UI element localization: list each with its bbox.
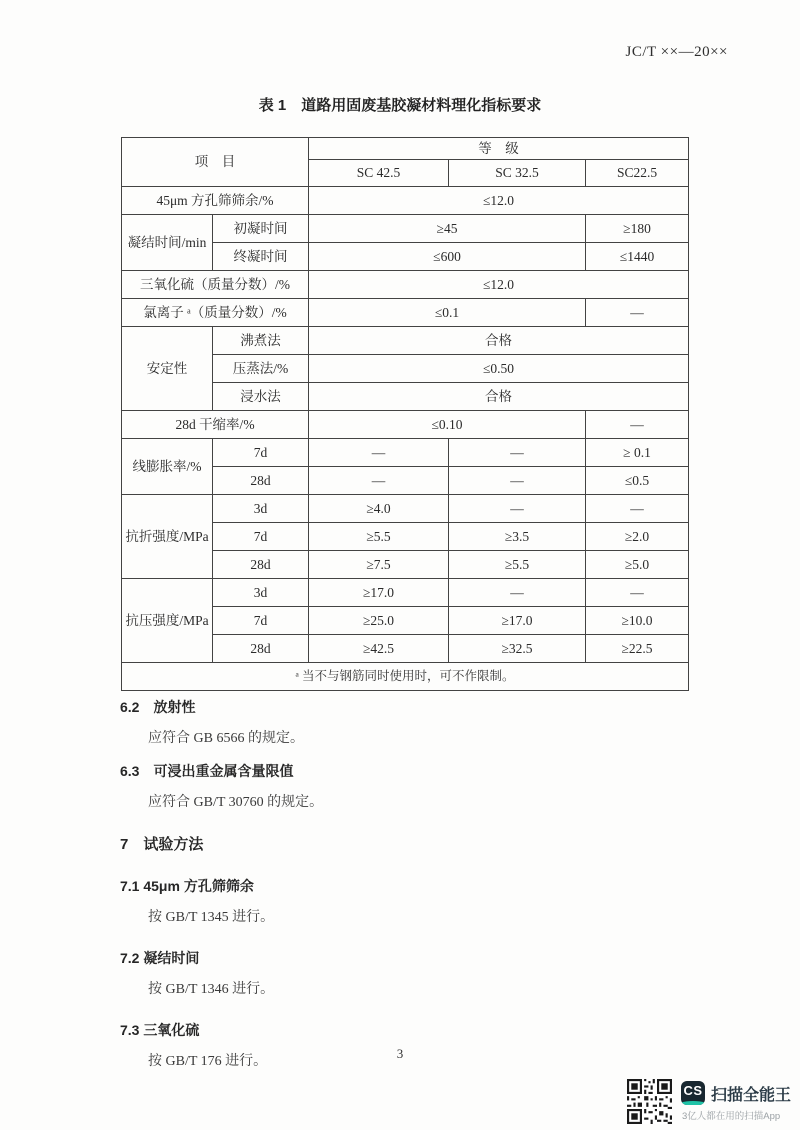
shrinkage-sc22-cell: —	[586, 411, 689, 439]
doc-number: JC/T ××—20××	[625, 44, 728, 60]
so3-label-cell: 三氧化硫（质量分数）/%	[122, 271, 309, 299]
camscanner-watermark	[627, 1079, 791, 1124]
compressive-label-cell: 抗压强度/MPa	[122, 579, 213, 663]
setting-time-label-cell: 凝结时间/min	[122, 215, 213, 271]
compressive-28d-label-cell: 28d	[213, 635, 309, 663]
flexural-3d-sc22-cell: —	[586, 495, 689, 523]
qr-code-icon	[627, 1079, 672, 1124]
compressive-28d-sc22-cell: ≥22.5	[586, 635, 689, 663]
compressive-3d-sc42-cell: ≥17.0	[309, 579, 449, 607]
section-body: 应符合 GB 6566 的规定。	[148, 731, 304, 746]
expansion-7d-sc32-cell: —	[449, 439, 586, 467]
table-row	[122, 411, 689, 439]
section-7-3	[120, 1020, 720, 1070]
section-heading: 7.1 45μm 方孔筛筛余	[120, 878, 254, 894]
flexural-28d-sc32-cell: ≥5.5	[449, 551, 586, 579]
watermark-text-block	[681, 1081, 791, 1122]
immersion-label-cell: 浸水法	[213, 383, 309, 411]
section-6-2	[120, 697, 720, 747]
expansion-label-cell: 线膨胀率/%	[122, 439, 213, 495]
flexural-7d-label-cell: 7d	[213, 523, 309, 551]
table-row	[122, 215, 689, 243]
flexural-7d-sc22-cell: ≥2.0	[586, 523, 689, 551]
section-7-2	[120, 948, 720, 998]
flexural-label-cell: 抗折强度/MPa	[122, 495, 213, 579]
expansion-7d-label-cell: 7d	[213, 439, 309, 467]
expansion-28d-label-cell: 28d	[213, 467, 309, 495]
grade-sc425-cell: SC 42.5	[309, 160, 449, 187]
boiling-value-cell: 合格	[309, 327, 689, 355]
final-setting-label-cell: 终凝时间	[213, 243, 309, 271]
chloride-label-cell: 氯离子 ᵃ（质量分数）/%	[122, 299, 309, 327]
flexural-28d-sc22-cell: ≥5.0	[586, 551, 689, 579]
table-caption: 表 1 道路用固废基胶凝材料理化指标要求	[258, 97, 542, 114]
final-setting-sc22-cell: ≤1440	[586, 243, 689, 271]
initial-setting-value-cell: ≥45	[309, 215, 586, 243]
grade-sc225-cell: SC22.5	[586, 160, 689, 187]
camscanner-logo-letters: CS	[683, 1083, 703, 1098]
table-row	[122, 327, 689, 355]
chloride-value-cell: ≤0.1	[309, 299, 586, 327]
shrinkage-value-cell: ≤0.10	[309, 411, 586, 439]
body-sections	[120, 697, 720, 1070]
expansion-7d-sc22-cell: ≥ 0.1	[586, 439, 689, 467]
compressive-7d-sc42-cell: ≥25.0	[309, 607, 449, 635]
compressive-7d-sc32-cell: ≥17.0	[449, 607, 586, 635]
final-setting-value-cell: ≤600	[309, 243, 586, 271]
section-heading: 7.2 凝结时间	[120, 950, 200, 966]
expansion-7d-sc42-cell: —	[309, 439, 449, 467]
expansion-28d-sc32-cell: —	[449, 467, 586, 495]
watermark-tagline: 3亿人都在用的扫描App	[682, 1111, 781, 1122]
section-heading: 7.3 三氧化硫	[120, 1022, 200, 1038]
table-row	[122, 187, 689, 215]
initial-setting-label-cell: 初凝时间	[213, 215, 309, 243]
expansion-28d-sc42-cell: —	[309, 467, 449, 495]
compressive-28d-sc32-cell: ≥32.5	[449, 635, 586, 663]
section-heading: 6.2 放射性	[120, 699, 196, 715]
compressive-28d-sc42-cell: ≥42.5	[309, 635, 449, 663]
header-grade-cell: 等 级	[309, 138, 689, 160]
immersion-value-cell: 合格	[309, 383, 689, 411]
section-7-1	[120, 876, 720, 926]
table-row	[122, 299, 689, 327]
table-row	[122, 579, 689, 607]
table-row	[122, 663, 689, 691]
flexural-3d-label-cell: 3d	[213, 495, 309, 523]
section-6-3	[120, 761, 720, 811]
watermark-brand-name: 扫描全能王	[711, 1086, 792, 1104]
section-heading: 6.3 可浸出重金属含量限值	[120, 763, 294, 779]
section-heading: 7 试验方法	[120, 836, 204, 853]
section-body: 应符合 GB/T 30760 的规定。	[148, 795, 324, 810]
initial-setting-sc22-cell: ≥180	[586, 215, 689, 243]
chloride-sc22-cell: —	[586, 299, 689, 327]
page-number: 3	[396, 1046, 404, 1061]
flexural-28d-label-cell: 28d	[213, 551, 309, 579]
grade-sc325-cell: SC 32.5	[449, 160, 586, 187]
compressive-3d-sc22-cell: —	[586, 579, 689, 607]
table-row	[122, 495, 689, 523]
flexural-3d-sc32-cell: —	[449, 495, 586, 523]
table-footnote: ᵃ 当不与钢筋同时使用时，可不作限制。	[122, 663, 689, 691]
table-row	[122, 138, 689, 160]
section-body: 按 GB/T 176 进行。	[148, 1054, 268, 1069]
fineness-value-cell: ≤12.0	[309, 187, 689, 215]
flexural-7d-sc42-cell: ≥5.5	[309, 523, 449, 551]
watermark-brand-row	[681, 1081, 791, 1105]
compressive-3d-sc32-cell: —	[449, 579, 586, 607]
section-body: 按 GB/T 1346 进行。	[148, 982, 275, 997]
compressive-3d-label-cell: 3d	[213, 579, 309, 607]
spec-table	[121, 137, 689, 691]
table-row	[122, 271, 689, 299]
soundness-label-cell: 安定性	[122, 327, 213, 411]
section-7	[120, 833, 720, 854]
autoclave-value-cell: ≤0.50	[309, 355, 689, 383]
table-row	[122, 439, 689, 467]
autoclave-label-cell: 压蒸法/%	[213, 355, 309, 383]
shrinkage-label-cell: 28d 干缩率/%	[122, 411, 309, 439]
header-item-cell: 项 目	[122, 138, 309, 187]
compressive-7d-label-cell: 7d	[213, 607, 309, 635]
section-body: 按 GB/T 1345 进行。	[148, 910, 275, 925]
flexural-3d-sc42-cell: ≥4.0	[309, 495, 449, 523]
compressive-7d-sc22-cell: ≥10.0	[586, 607, 689, 635]
flexural-7d-sc32-cell: ≥3.5	[449, 523, 586, 551]
so3-value-cell: ≤12.0	[309, 271, 689, 299]
camscanner-logo-icon	[681, 1081, 705, 1105]
boiling-label-cell: 沸煮法	[213, 327, 309, 355]
expansion-28d-sc22-cell: ≤0.5	[586, 467, 689, 495]
flexural-28d-sc42-cell: ≥7.5	[309, 551, 449, 579]
fineness-label-cell: 45μm 方孔筛筛余/%	[122, 187, 309, 215]
